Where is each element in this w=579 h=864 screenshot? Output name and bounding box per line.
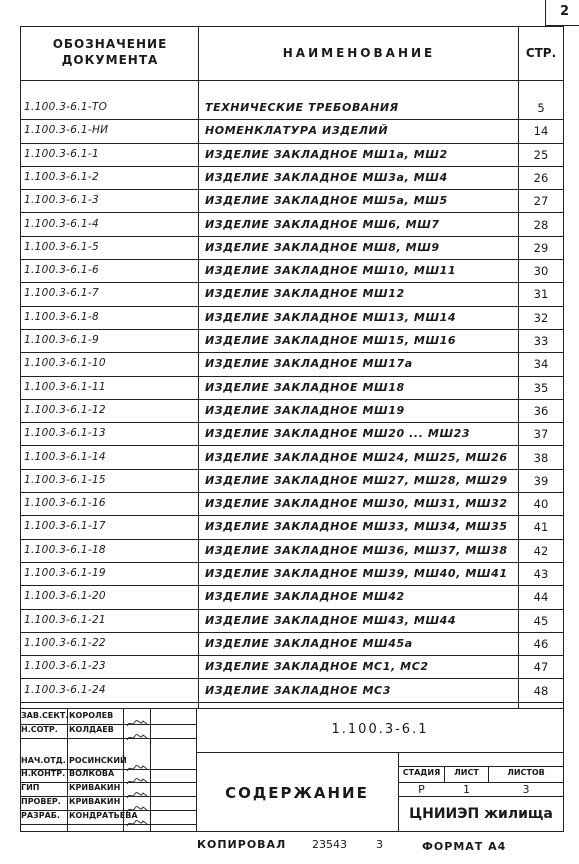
table-row — [0, 329, 579, 352]
handwritten-signature — [126, 799, 148, 808]
signature-col-divider — [150, 708, 151, 832]
row-page: 47 — [533, 660, 549, 675]
header-page: СТР. — [525, 46, 557, 60]
signature-row-divider — [20, 824, 196, 825]
row-page: 46 — [533, 636, 549, 651]
row-name: ИЗДЕЛИЕ ЗАКЛАДНОЕ МШ42 — [205, 590, 405, 604]
row-code: 1.100.3-6.1-7 — [24, 287, 99, 300]
handwritten-signature — [126, 727, 148, 736]
table-row — [0, 259, 579, 282]
table-row — [0, 119, 579, 142]
document-title: СОДЕРЖАНИЕ — [225, 784, 369, 802]
row-code: 1.100.3-6.1-9 — [24, 334, 99, 346]
table-row — [0, 679, 579, 702]
row-page: 25 — [533, 147, 549, 162]
title-block-divider — [398, 796, 564, 797]
row-page: 14 — [533, 124, 549, 139]
row-page: 34 — [533, 357, 549, 372]
signature-name: КРИВАКИН — [69, 797, 121, 806]
row-code: 1.100.3-6.1-13 — [24, 427, 106, 440]
row-name: ИЗДЕЛИЕ ЗАКЛАДНОЕ МШ15, МШ16 — [205, 334, 457, 347]
signature-role: РАЗРАБ. — [21, 811, 60, 820]
row-page: 48 — [533, 683, 549, 698]
row-code: 1.100.3-6.1-5 — [24, 240, 99, 253]
row-page: 5 — [537, 101, 545, 115]
stage-value: Р — [418, 783, 425, 796]
row-page: 41 — [533, 520, 549, 535]
row-page: 31 — [533, 287, 549, 302]
row-page: 27 — [533, 194, 549, 209]
row-name: ТЕХНИЧЕСКИЕ ТРЕБОВАНИЯ — [205, 101, 399, 114]
organization: ЦНИИЭП жилища — [409, 806, 553, 822]
signature-row-divider — [20, 738, 196, 739]
row-name: ИЗДЕЛИЕ ЗАКЛАДНОЕ МШ27, МШ28, МШ29 — [205, 473, 508, 487]
signature-role: ПРОВЕР. — [21, 797, 61, 806]
row-code: 1.100.3-6.1-14 — [24, 450, 106, 463]
row-code: 1.100.3-6.1-6 — [24, 264, 99, 277]
row-name: ИЗДЕЛИЕ ЗАКЛАДНОЕ МШ10, МШ11 — [205, 264, 457, 278]
row-name: ИЗДЕЛИЕ ЗАКЛАДНОЕ МШ24, МШ25, МШ26 — [205, 450, 508, 464]
footer-sheet: 3 — [376, 838, 383, 851]
sheets-label: ЛИСТОВ — [507, 768, 545, 777]
row-page: 28 — [533, 217, 549, 232]
sheets-value: 3 — [522, 783, 530, 796]
table-row — [0, 492, 579, 515]
row-code: 1.100.3-6.1-2 — [24, 170, 99, 183]
table-row — [0, 539, 579, 562]
row-name: ИЗДЕЛИЕ ЗАКЛАДНОЕ МШ5а, МШ5 — [205, 194, 448, 208]
row-page: 36 — [533, 403, 549, 418]
table-row — [0, 306, 579, 329]
table-row — [0, 515, 579, 538]
row-page: 40 — [533, 497, 549, 512]
row-code: 1.100.3-6.1-1 — [24, 147, 99, 160]
footer-copied: КОПИРОВАЛ — [197, 838, 287, 851]
signature-col-divider — [67, 708, 68, 832]
row-name: ИЗДЕЛИЕ ЗАКЛАДНОЕ МШ19 — [205, 403, 405, 417]
table-row — [0, 352, 579, 375]
table-row — [0, 143, 579, 166]
handwritten-signature — [126, 713, 148, 722]
signature-role: НАЧ.ОТД. — [21, 756, 66, 765]
signature-name: КОРОЛЕВ — [69, 711, 114, 720]
table-row — [0, 446, 579, 469]
table-row — [0, 236, 579, 259]
row-code: 1.100.3-6.1-НИ — [24, 124, 109, 137]
table-row — [0, 189, 579, 212]
row-name: ИЗДЕЛИЕ ЗАКЛАДНОЕ МШ18 — [205, 380, 405, 394]
row-code: 1.100.3-6.1-21 — [24, 613, 106, 626]
title-block-divider — [196, 752, 564, 753]
signature-name: КРИВАКИН — [69, 783, 121, 792]
row-page: 42 — [533, 543, 549, 558]
title-block-top — [20, 708, 564, 709]
table-row — [0, 562, 579, 585]
signature-role: Н.СОТР. — [21, 725, 58, 734]
stage-label: СТАДИЯ — [402, 768, 441, 777]
row-name: ИЗДЕЛИЕ ЗАКЛАДНОЕ МШ1а, МШ2 — [205, 147, 448, 161]
table-row — [0, 422, 579, 445]
row-page: 29 — [533, 240, 549, 255]
table-row — [0, 399, 579, 422]
header-designation: ОБОЗНАЧЕНИЕ ДОКУМЕНТА — [52, 37, 168, 67]
row-name: ИЗДЕЛИЕ ЗАКЛАДНОЕ МШ39, МШ40, МШ41 — [205, 567, 508, 580]
row-page: 45 — [533, 613, 549, 628]
row-name: ИЗДЕЛИЕ ЗАКЛАДНОЕ МШ8, МШ9 — [205, 240, 440, 254]
row-code: 1.100.3-6.1-24 — [24, 683, 106, 696]
row-name: ИЗДЕЛИЕ ЗАКЛАДНОЕ МШ43, МШ44 — [205, 613, 457, 627]
row-divider — [20, 702, 564, 703]
row-code: 1.100.3-6.1-18 — [24, 543, 106, 556]
row-page: 37 — [533, 427, 549, 442]
row-code: 1.100.3-6.1-3 — [24, 194, 99, 207]
row-page: 44 — [533, 590, 549, 605]
row-name: ИЗДЕЛИЕ ЗАКЛАДНОЕ МШ13, МШ14 — [205, 310, 457, 324]
table-row — [0, 376, 579, 399]
row-code: 1.100.3-6.1-23 — [24, 660, 106, 673]
sheet-label: ЛИСТ — [454, 768, 479, 777]
row-page: 38 — [533, 450, 549, 465]
row-page: 43 — [533, 567, 549, 581]
table-row — [0, 213, 579, 236]
signature-role: ЗАВ.СЕКТ. — [21, 711, 69, 720]
document-designation: 1.100.3-6.1 — [331, 722, 429, 737]
row-name: ИЗДЕЛИЕ ЗАКЛАДНОЕ МШ33, МШ34, МШ35 — [205, 520, 508, 534]
row-name: ИЗДЕЛИЕ ЗАКЛАДНОЕ МШ17а — [205, 357, 413, 371]
handwritten-signature — [126, 771, 148, 780]
row-page: 30 — [533, 264, 549, 279]
sheet-number: 2 — [560, 4, 570, 19]
row-name: ИЗДЕЛИЕ ЗАКЛАДНОЕ МШ30, МШ31, МШ32 — [205, 497, 508, 511]
row-name: ИЗДЕЛИЕ ЗАКЛАДНОЕ МС1, МС2 — [205, 660, 429, 674]
row-name: ИЗДЕЛИЕ ЗАКЛАДНОЕ МС3 — [205, 683, 391, 697]
row-code: 1.100.3-6.1-11 — [24, 380, 106, 393]
signature-name: РОСИНСКИЙ — [69, 756, 127, 765]
row-page: 32 — [533, 310, 549, 325]
signature-role: Н.КОНТР. — [21, 769, 66, 778]
row-code: 1.100.3-6.1-20 — [24, 590, 106, 603]
row-code: 1.100.3-6.1-4 — [24, 217, 99, 230]
signature-name: ВОЛКОВА — [69, 769, 115, 778]
signature-role: ГИП — [21, 783, 40, 792]
table-row — [0, 609, 579, 632]
handwritten-signature — [126, 813, 148, 822]
row-name: ИЗДЕЛИЕ ЗАКЛАДНОЕ МШ20 ... МШ23 — [205, 427, 471, 441]
row-page: 35 — [533, 380, 549, 395]
row-code: 1.100.3-6.1-12 — [24, 403, 106, 416]
row-page: 39 — [533, 473, 549, 488]
title-block-divider — [398, 766, 564, 767]
table-row — [0, 96, 579, 119]
row-name: НОМЕНКЛАТУРА ИЗДЕЛИЙ — [205, 124, 389, 138]
row-name: ИЗДЕЛИЕ ЗАКЛАДНОЕ МШ36, МШ37, МШ38 — [205, 543, 508, 557]
row-code: 1.100.3-6.1-8 — [24, 310, 99, 323]
row-page: 33 — [533, 334, 549, 348]
row-code: 1.100.3-6.1-15 — [24, 473, 106, 486]
row-code: 1.100.3-6.1-10 — [24, 357, 106, 370]
row-code: 1.100.3-6.1-16 — [24, 497, 106, 510]
row-code: 1.100.3-6.1-19 — [24, 567, 106, 579]
row-code: 1.100.3-6.1-17 — [24, 520, 106, 533]
row-name: ИЗДЕЛИЕ ЗАКЛАДНОЕ МШ3а, МШ4 — [205, 170, 448, 184]
header-underline — [20, 80, 564, 81]
handwritten-signature — [126, 785, 148, 794]
signature-name: КОЛДАЕВ — [69, 725, 114, 734]
table-row — [0, 469, 579, 492]
footer-number: 23543 — [312, 838, 347, 851]
table-row — [0, 585, 579, 608]
header-name: НАИМЕНОВАНИЕ — [282, 46, 436, 60]
row-page: 26 — [533, 170, 549, 185]
footer-format: ФОРМАТ А4 — [422, 840, 507, 853]
sheet-number-box — [545, 0, 579, 26]
row-code: 1.100.3-6.1-ТО — [24, 101, 108, 113]
table-row — [0, 282, 579, 305]
row-name: ИЗДЕЛИЕ ЗАКЛАДНОЕ МШ12 — [205, 287, 405, 301]
table-row — [0, 632, 579, 655]
handwritten-signature — [126, 758, 148, 767]
table-row — [0, 166, 579, 189]
row-name: ИЗДЕЛИЕ ЗАКЛАДНОЕ МШ6, МШ7 — [205, 217, 440, 231]
sheet-value: 1 — [463, 783, 470, 796]
table-row — [0, 655, 579, 678]
signature-name: КОНДРАТЬЕВА — [69, 811, 138, 820]
row-name: ИЗДЕЛИЕ ЗАКЛАДНОЕ МШ45а — [205, 636, 413, 650]
row-code: 1.100.3-6.1-22 — [24, 636, 106, 649]
